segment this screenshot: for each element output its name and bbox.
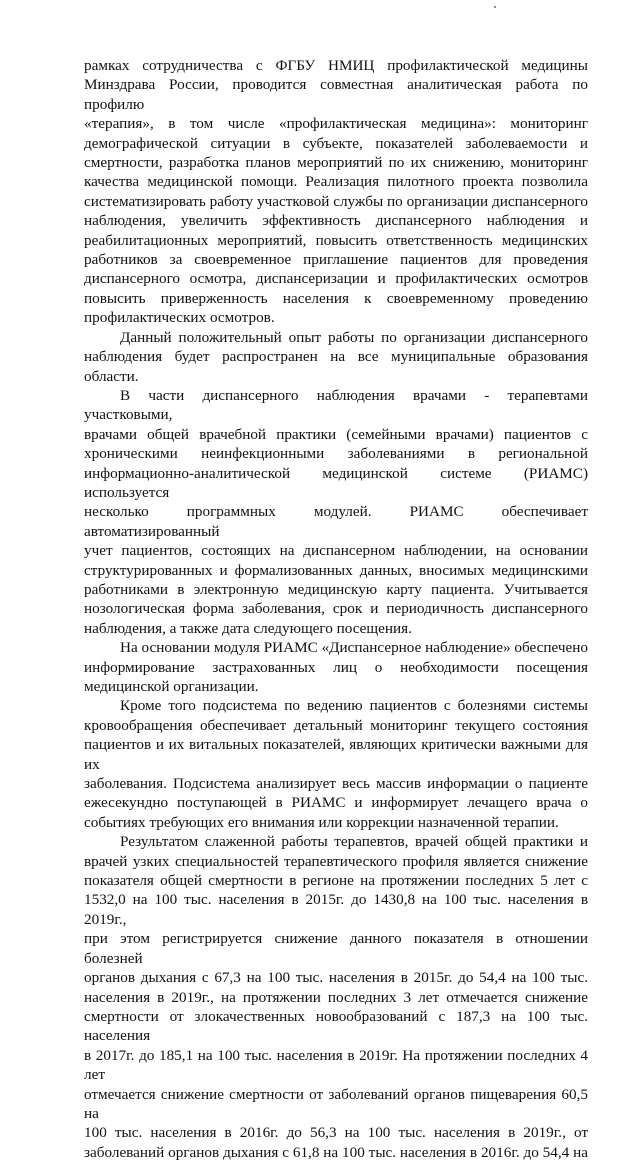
text-line: На основании модуля РИАМС «Диспансерное наблюдение» обеспечено: [120, 639, 588, 657]
text-line: пациентов и их витальных показателей, являющих критически важными для их: [84, 736, 588, 773]
text-line: реабилитационных мероприятий, повысить ответственность медицинских: [84, 231, 588, 249]
paragraph: [84, 56, 588, 328]
paragraph: [84, 832, 588, 1162]
text-line: диспансерного осмотра, диспансеризации и профилактических осмотров: [84, 270, 588, 288]
text-line: заболеваний органов дыхания с 61,8 на 100 тыс. населения в 2016г. до 54,4 на: [84, 1143, 588, 1161]
paragraph: [84, 638, 588, 696]
text-line: врачей узких специальностей терапевтического профиля является снижение: [84, 852, 588, 870]
text-line: кровообращения обеспечивает детальный мониторинг текущего состояния: [84, 716, 588, 734]
text-line: в 2017г. до 185,1 на 100 тыс. населения в 2019г. На протяжении последних 4 лет: [84, 1046, 588, 1084]
text-line: событиях требующих его внимания или коррекции назначенной терапии.: [84, 813, 559, 831]
paragraph: [84, 696, 588, 832]
text-line: структурированных и формализованных данных, вносимых медицинскими: [84, 561, 588, 579]
text-line: профилактических осмотров.: [84, 309, 275, 327]
text-line: заболевания. Подсистема анализирует весь массив информации о пациенте: [84, 775, 588, 793]
text-line: нозологическая форма заболевания, срок и периодичность диспансерного: [84, 600, 588, 618]
text-line: смертности от злокачественных новообразований с 187,3 на 100 тыс. населения: [84, 1007, 588, 1045]
text-line: Минздрава России, проводится совместная аналитическая работа по профилю: [84, 76, 588, 113]
text-line: 1532,0 на 100 тыс. населения в 2015г. до 1430,8 на 100 тыс. населения в 2019г.,: [84, 891, 588, 928]
text-line: демографической ситуации в субъекте, показателей заболеваемости и: [84, 134, 588, 152]
text-line: показателя общей смертности в регионе на протяжении последних 5 лет с: [84, 872, 588, 890]
text-line: наблюдения будет распространен на все муниципальные образования области.: [84, 348, 588, 385]
text-line: информационно-аналитической медицинской системе (РИАМС) используется: [84, 464, 588, 501]
body-text: [84, 56, 588, 1162]
paragraph: [84, 328, 588, 386]
text-line: В части диспансерного наблюдения врачами - терапевтами участковыми,: [84, 386, 588, 424]
text-line: систематизировать работу участковой службы по организации диспансерного: [84, 192, 588, 210]
text-line: несколько программных модулей. РИАМС обеспечивает автоматизированный: [84, 503, 588, 540]
text-line: Данный положительный опыт работы по организации диспансерного: [120, 328, 588, 346]
text-line: населения в 2019г., на протяжении последних 3 лет отмечается снижение: [84, 988, 588, 1006]
text-line: 100 тыс. населения в 2016г. до 56,3 на 100 тыс. населения в 2019г., от: [84, 1124, 588, 1142]
text-line: медицинской организации.: [84, 678, 259, 695]
text-line: Результатом слаженной работы терапевтов, врачей общей практики и: [120, 833, 588, 851]
text-line: при этом регистрируется снижение данного показателя в отношении болезней: [84, 930, 588, 967]
text-line: работников за своевременное приглашение пациентов для проведения: [84, 251, 588, 269]
text-line: наблюдения, а также дата следующего посещения.: [84, 619, 412, 637]
text-line: врачами общей врачебной практики (семейными врачами) пациентов с: [84, 425, 588, 443]
text-line: хроническими неинфекционными заболеваниями в региональной: [84, 445, 588, 463]
text-line: Кроме того подсистема по ведению пациентов с болезнями системы: [120, 697, 588, 715]
text-line: повысить приверженность населения к своевременному проведению: [84, 289, 588, 307]
text-line: рамках сотрудничества с ФГБУ НМИЦ профилактической медицины: [84, 57, 588, 74]
text-line: наблюдения, увеличить эффективность диспансерного наблюдения и: [84, 212, 588, 230]
text-line: учет пациентов, состоящих на диспансерном наблюдении, на основании: [84, 542, 588, 560]
text-line: работниками в электронную медицинскую карту пациента. Учитывается: [84, 580, 588, 598]
text-line: органов дыхания с 67,3 на 100 тыс. населения в 2015г. до 54,4 на 100 тыс.: [84, 969, 588, 987]
text-line: информирование застрахованных лиц о необходимости посещения: [84, 658, 588, 676]
text-line: качества медицинской помощи. Реализация пилотного проекта позволила: [84, 173, 588, 191]
scan-speck: [494, 6, 496, 8]
paragraph: [84, 386, 588, 638]
text-line: «терапия», в том числе «профилактическая медицина»: мониторинг: [84, 115, 588, 133]
text-line: смертности, разработка планов мероприятий по их снижению, мониторинг: [84, 154, 588, 172]
text-line: ежесекундно поступающей в РИАМС и информирует лечащего врача о: [84, 794, 588, 812]
text-line: отмечается снижение смертности от заболеваний органов пищеварения 60,5 на: [84, 1085, 588, 1122]
